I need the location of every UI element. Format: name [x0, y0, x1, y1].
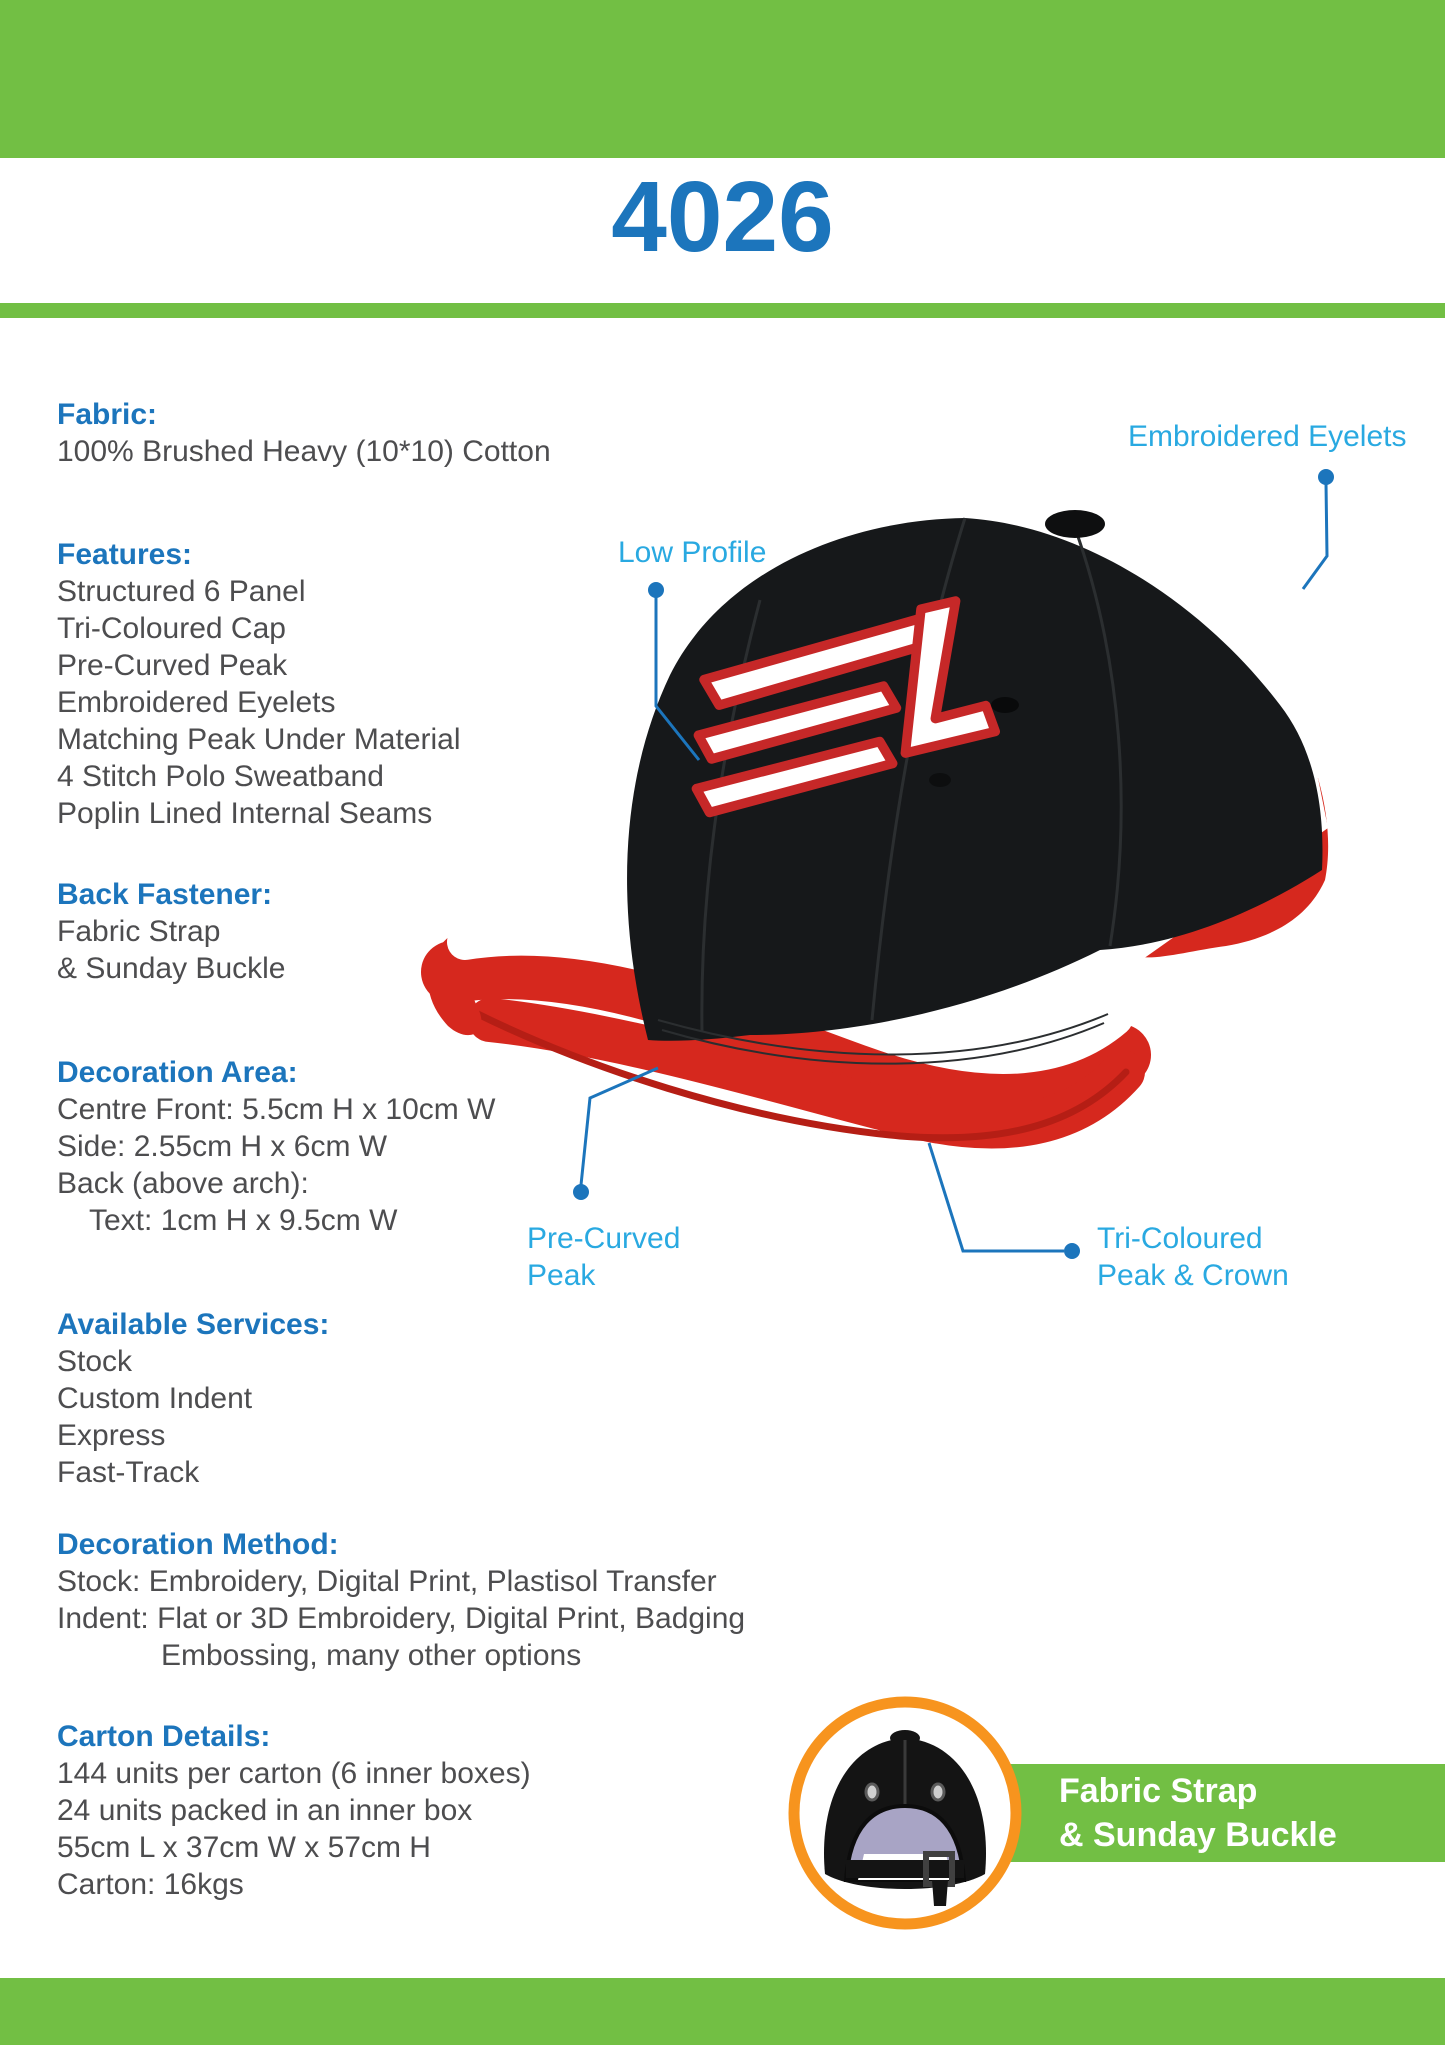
section-heading: Decoration Method: [57, 1528, 339, 1561]
section [57, 1718, 657, 1903]
section [57, 1526, 746, 1674]
section-line: 24 units packed in an inner box [57, 1794, 473, 1827]
section-line: Indent: Flat or 3D Embroidery, Digital Print, Badging [57, 1602, 746, 1635]
divider-green-bar [0, 303, 1445, 318]
tri-coloured-label [1097, 1220, 1289, 1294]
fastener-banner-line1: Fabric Strap [1059, 1772, 1258, 1810]
section-heading: Available Services: [57, 1308, 330, 1341]
section-line: Stock [57, 1345, 133, 1378]
section-line: Tri-Coloured Cap [57, 612, 286, 645]
badge-eyelet-left [866, 1784, 878, 1800]
section-heading: Fabric: [57, 398, 158, 431]
tri-coloured-label-line1: Tri-Coloured [1097, 1222, 1263, 1255]
embroidered-eyelets-label: Embroidered Eyelets [1128, 420, 1407, 453]
pre-curved-label-line2: Peak [527, 1259, 596, 1292]
section-line: Text: 1cm H x 9.5cm W [89, 1204, 398, 1237]
section-line: 55cm L x 37cm W x 57cm H [57, 1831, 431, 1864]
cap-eyelet [929, 773, 951, 787]
section-line: 144 units per carton (6 inner boxes) [57, 1757, 531, 1790]
section-line: Express [57, 1419, 166, 1452]
section-line: Fast-Track [57, 1456, 200, 1489]
pre-curved-label [527, 1220, 680, 1294]
cap-photo [420, 480, 1400, 1180]
section-line: Pre-Curved Peak [57, 649, 288, 682]
header-green-bar [0, 0, 1445, 158]
section-line: Side: 2.55cm H x 6cm W [57, 1130, 388, 1163]
badge-eyelet-right [932, 1784, 944, 1800]
low-profile-label: Low Profile [618, 536, 767, 569]
fastener-banner [995, 1764, 1445, 1862]
cap-back-badge [780, 1688, 1030, 1938]
footer-green-bar [0, 1978, 1445, 2045]
section-line: Embossing, many other options [161, 1639, 582, 1672]
section-line: Embroidered Eyelets [57, 686, 336, 719]
badge-strap-tail [932, 1880, 948, 1906]
pre-curved-label-line1: Pre-Curved [527, 1222, 681, 1255]
section-line: Custom Indent [57, 1382, 253, 1415]
fastener-banner-line2: & Sunday Buckle [1059, 1816, 1337, 1854]
cap-top-button [1045, 510, 1105, 538]
section-line: Back (above arch): [57, 1167, 309, 1200]
section-heading: Back Fastener: [57, 878, 273, 911]
section-line: Centre Front: 5.5cm H x 10cm W [57, 1093, 496, 1126]
section-line: Carton: 16kgs [57, 1868, 244, 1901]
section-line: 4 Stitch Polo Sweatband [57, 760, 384, 793]
section [57, 1306, 657, 1491]
section-line: Matching Peak Under Material [57, 723, 461, 756]
section-line: 100% Brushed Heavy (10*10) Cotton [57, 435, 551, 468]
tri-coloured-dot [1064, 1243, 1080, 1259]
section-line: Stock: Embroidery, Digital Print, Plastisol Transfer [57, 1565, 717, 1598]
section [57, 396, 657, 470]
section-line: & Sunday Buckle [57, 952, 286, 985]
page-title: 4026 [611, 161, 834, 273]
section-heading: Decoration Area: [57, 1056, 298, 1089]
cap-eyelet [991, 697, 1019, 713]
section-line: Fabric Strap [57, 915, 221, 948]
section-line: Structured 6 Panel [57, 575, 306, 608]
tri-coloured-label-line2: Peak & Crown [1097, 1259, 1289, 1292]
badge-strap [846, 1860, 964, 1878]
section-line: Poplin Lined Internal Seams [57, 797, 433, 830]
section-heading: Features: [57, 538, 193, 571]
section-heading: Carton Details: [57, 1720, 271, 1753]
